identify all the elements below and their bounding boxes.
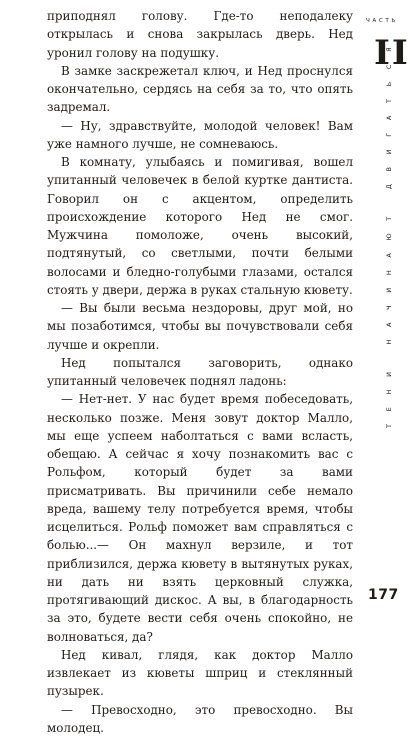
- part-label: ЧАСТЬ: [366, 18, 410, 24]
- paragraph: — Превосходно, это превосходно. Вы молодец.: [47, 701, 353, 737]
- paragraph: приподнял голову. Где-то неподалеку открылась и снова закрылась дверь. Нед уронил голову на подушку.: [47, 7, 353, 62]
- paragraph: — Ну, здравствуйте, молодой человек! Вам уже намного лучше, не сомневаюсь.: [47, 117, 353, 154]
- running-head: [362, 0, 392, 608]
- part-title: ТЕНИ НАЧИНАЮТ ДВИГАТЬСЯ: [385, 160, 393, 428]
- paragraph: В комнату, улыбаясь и помигивая, вошел упитанный человечек в белой куртке дантиста. Говорил он с акцентом, определить происхождение которого Нед не смог. Мужчина помоложе, очень высокий, подтянутый, со светлыми, почти белыми волосами и бледно-голубыми глазами, остался стоять у двери, держа в руках стальную кювету.: [47, 153, 353, 299]
- paragraph: Нед кивал, глядя, как доктор Малло извлекает из кюветы шприц и стеклянный пузырек.: [47, 646, 353, 701]
- paragraph: Нед попытался заговорить, однако упитанный человечек поднял ладонь:: [47, 354, 353, 391]
- part-number: II: [374, 36, 410, 70]
- body-text: [47, 7, 353, 737]
- paragraph: — Вы были весьма нездоровы, друг мой, но мы позаботимся, чтобы вы почувствовали себя лучше и окрепли.: [47, 299, 353, 354]
- page-number: 177: [368, 587, 399, 603]
- paragraph: — Нет-нет. У нас будет время побеседовать, несколько позже. Меня зовут доктор Малло, мы еще успеем наболтаться с вами всласть, обещаю. А сейчас я хочу познакомить вас с Рольфом, который будет за вами присматривать. Вы причинили себе немало вреда, вашему телу потребуется время, чтобы исцелиться. Рольф поможет вам справляться с болью...— Он махнул верзиле, и тот приблизился, держа кювету в вытянутых руках, ни дать ни взять церковный служка, протягивающий дискос. А вы, в благодарность за это, будете вести себя очень спокойно, не волноваться, да?: [47, 390, 353, 646]
- paragraph: В замке заскрежетал ключ, и Нед проснулся окончательно, сердясь на себя за то, что опять задремал.: [47, 62, 353, 117]
